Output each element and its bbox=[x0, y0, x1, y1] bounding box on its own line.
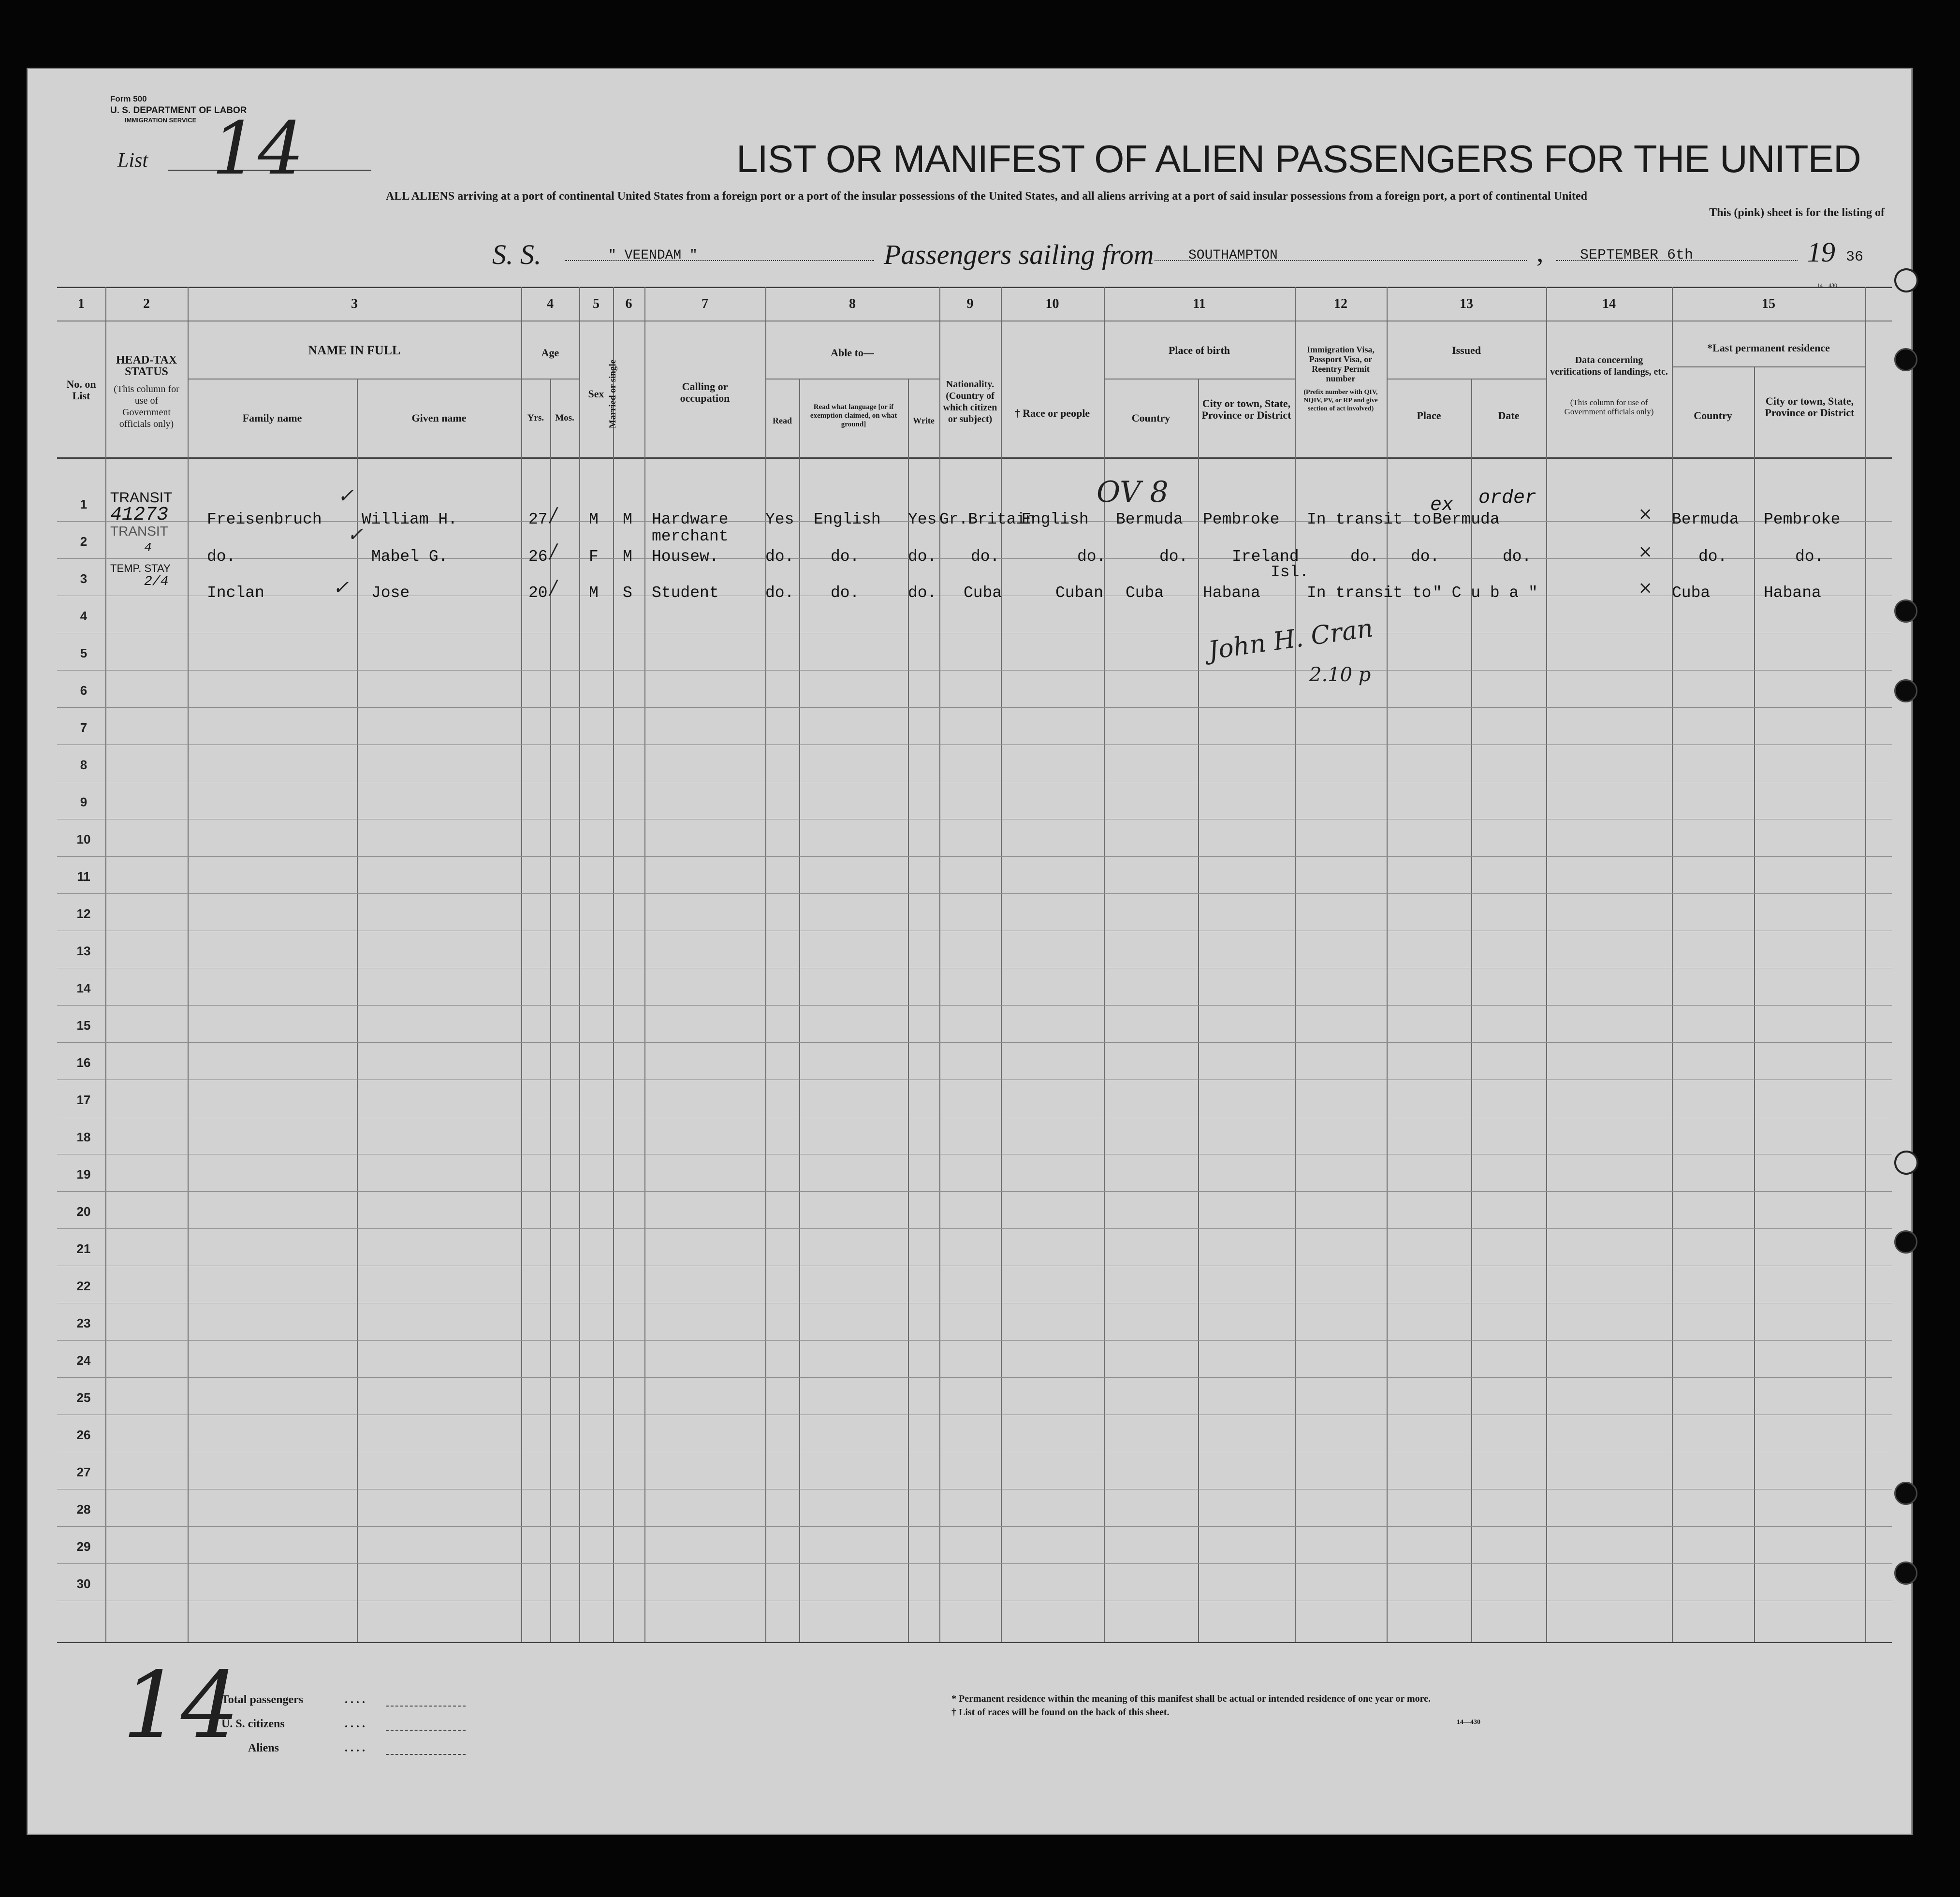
row-number: 5 bbox=[80, 646, 88, 660]
row-line bbox=[57, 1563, 1892, 1564]
row2-nationality: do. bbox=[971, 548, 1000, 566]
form-number: Form 500 bbox=[110, 94, 147, 103]
hdr-nationality: Nationality. (Country of which citizen or subject) bbox=[943, 379, 997, 424]
row3-language: do. bbox=[831, 584, 860, 602]
table-top-border bbox=[57, 287, 1892, 288]
hdr-married: Married or single bbox=[608, 359, 618, 429]
colnum: 10 bbox=[1045, 296, 1059, 311]
row-number: 7 bbox=[80, 720, 88, 735]
col-line bbox=[939, 287, 940, 1642]
row2-res-country: do. bbox=[1698, 548, 1727, 566]
col-line bbox=[908, 379, 909, 1642]
port-name: SOUTHAMPTON bbox=[1188, 248, 1278, 263]
hdr-pob-city: City or town, State, Province or District bbox=[1201, 397, 1291, 421]
row2-write: do. bbox=[908, 548, 937, 566]
row-number: 30 bbox=[76, 1576, 91, 1591]
row2-yrs: 26 bbox=[528, 548, 548, 566]
row2-given: Mabel G. bbox=[371, 548, 448, 566]
col-line bbox=[1546, 287, 1547, 1642]
row2-res-city: do. bbox=[1795, 548, 1824, 566]
row2-birth-country: do. bbox=[1159, 548, 1188, 566]
row-line bbox=[57, 1042, 1892, 1043]
col-line bbox=[357, 379, 358, 1642]
row-number: 3 bbox=[80, 571, 88, 586]
footer-code: 14—430 bbox=[1457, 1719, 1480, 1726]
row3-given: Jose bbox=[371, 584, 410, 602]
hdr-age: Age bbox=[541, 347, 559, 359]
hdr-read: Read bbox=[773, 416, 792, 425]
row1-nationality: Gr.Britain bbox=[939, 511, 1036, 528]
hdr-res-country: Country bbox=[1694, 409, 1732, 422]
row3-sex: M bbox=[589, 584, 599, 602]
row-line bbox=[57, 856, 1892, 857]
service: IMMIGRATION SERVICE bbox=[125, 117, 197, 124]
row2-issued-date: do. bbox=[1503, 548, 1532, 566]
x-mark: × bbox=[1638, 504, 1653, 524]
row1-read: Yes bbox=[765, 511, 794, 528]
col-line bbox=[188, 287, 189, 1642]
row1-issued-place: Bermuda bbox=[1433, 511, 1500, 528]
hdr-issued: Issued bbox=[1452, 344, 1481, 356]
row2-headtax-hw: 4 bbox=[144, 540, 152, 555]
check-mark: ✓ bbox=[337, 485, 354, 507]
hdr-write: Write bbox=[913, 416, 935, 425]
row-line bbox=[57, 1005, 1892, 1006]
row2-married: M bbox=[623, 548, 632, 566]
row1-language: English bbox=[814, 511, 881, 528]
col-line bbox=[765, 287, 766, 1642]
check-mark: ✓ bbox=[347, 524, 364, 546]
row3-headtax: TEMP. STAY bbox=[110, 562, 171, 574]
row-number: 28 bbox=[76, 1502, 91, 1517]
row-number: 29 bbox=[76, 1539, 91, 1554]
colnum: 14 bbox=[1602, 296, 1616, 311]
col-line bbox=[521, 287, 522, 1642]
hdr-sex: Sex bbox=[588, 388, 604, 400]
corner-code: 14—430 bbox=[1817, 282, 1837, 289]
row-number: 1 bbox=[80, 497, 88, 511]
footer-list-number: 14 bbox=[122, 1652, 239, 1759]
hdr-no-on-list: No. on List bbox=[66, 378, 96, 402]
res-sub-line bbox=[1672, 366, 1865, 367]
row1-res-city: Pembroke bbox=[1764, 511, 1841, 528]
row-number: 23 bbox=[76, 1316, 91, 1330]
colnum: 2 bbox=[143, 296, 150, 311]
row-number: 13 bbox=[76, 944, 91, 958]
row3-birth-city: Habana bbox=[1203, 584, 1260, 602]
footer-dots: . . . . bbox=[345, 1742, 365, 1754]
row-number: 11 bbox=[77, 869, 90, 884]
hdr-family-name: Family name bbox=[242, 412, 302, 424]
col-line bbox=[1387, 287, 1388, 1642]
row-number: 8 bbox=[80, 758, 88, 772]
sailing-date: SEPTEMBER 6th bbox=[1580, 247, 1694, 263]
row3-yrs: 20 bbox=[528, 584, 548, 602]
colnum: 1 bbox=[78, 296, 85, 311]
hdr-race: † Race or people bbox=[1014, 407, 1090, 419]
col-line bbox=[550, 379, 551, 1642]
manifest-sheet bbox=[27, 68, 1913, 1835]
col-line bbox=[1754, 366, 1755, 1642]
signature: John H. Cran bbox=[1206, 613, 1375, 666]
row1-race: English bbox=[1022, 511, 1089, 528]
birth-handwriting: OV 8 bbox=[1097, 475, 1169, 509]
x-mark: × bbox=[1638, 542, 1653, 562]
footer-total-field[interactable] bbox=[386, 1706, 466, 1707]
row2-race: do. bbox=[1077, 548, 1106, 566]
footer-total-label: Total passengers bbox=[221, 1693, 304, 1706]
row2-birth-city2: Isl. bbox=[1271, 563, 1309, 581]
row-number: 14 bbox=[76, 981, 91, 995]
footer-aliens-field[interactable] bbox=[386, 1754, 466, 1755]
row1-headtax-hw: 41273 bbox=[110, 504, 169, 526]
col-line bbox=[799, 379, 800, 1642]
row1-occupation: Hardware bbox=[652, 511, 729, 528]
row3-res-city: Habana bbox=[1764, 584, 1821, 602]
row-number: 10 bbox=[76, 832, 91, 846]
hdr-issued-date: Date bbox=[1498, 409, 1520, 422]
col-line bbox=[1295, 287, 1296, 1642]
row-number: 24 bbox=[76, 1353, 91, 1368]
binder-hole bbox=[1894, 679, 1917, 702]
row-line bbox=[57, 1228, 1892, 1229]
hdr-pob-country: Country bbox=[1131, 412, 1170, 424]
row1-issued-hw: order bbox=[1478, 487, 1537, 509]
footer-aliens-label: Aliens bbox=[248, 1742, 279, 1754]
row1-birth-city: Pembroke bbox=[1203, 511, 1280, 528]
row1-birth-country: Bermuda bbox=[1116, 511, 1183, 528]
hdr-last-residence: *Last permanent residence bbox=[1707, 342, 1830, 354]
hdr-visa: Immigration Visa, Passport Visa, or Reentry Permit number bbox=[1306, 345, 1375, 383]
hdr-issued-place: Place bbox=[1417, 409, 1441, 422]
sailing-label: Passengers sailing from bbox=[884, 239, 1154, 270]
list-number: 14 bbox=[212, 107, 304, 191]
ship-name: " VEENDAM " bbox=[608, 248, 698, 263]
row2-visa: do. bbox=[1350, 548, 1379, 566]
colnum: 6 bbox=[625, 296, 632, 311]
row-number: 19 bbox=[76, 1167, 91, 1182]
row3-nationality: Cuba bbox=[964, 584, 1002, 602]
binder-hole bbox=[1894, 1482, 1917, 1505]
hdr-landings-note: (This column for use of Government officials only) bbox=[1564, 398, 1654, 416]
ss-label: S. S. bbox=[492, 239, 541, 270]
hdr-head-tax: HEAD-TAX STATUS bbox=[116, 354, 177, 378]
row-line bbox=[57, 1191, 1892, 1192]
col-line bbox=[1672, 287, 1673, 1642]
footer-dots: . . . . bbox=[345, 1693, 365, 1706]
row-number: 2 bbox=[80, 534, 88, 549]
row1-family: Freisenbruch bbox=[207, 511, 322, 528]
col-line bbox=[1198, 379, 1199, 1642]
row3-visa: In transit to bbox=[1307, 584, 1432, 602]
row-line bbox=[57, 670, 1892, 671]
tick-mark: / bbox=[550, 540, 557, 563]
tick-mark: / bbox=[550, 577, 557, 599]
colnum: 3 bbox=[351, 296, 358, 311]
colnum: 12 bbox=[1334, 296, 1347, 311]
row3-read: do. bbox=[765, 584, 794, 602]
header-bottom-line bbox=[57, 457, 1892, 459]
footer-dots: . . . . bbox=[345, 1718, 365, 1730]
row-number: 15 bbox=[76, 1018, 91, 1033]
row2-family: do. bbox=[207, 548, 236, 566]
binder-hole bbox=[1894, 1561, 1917, 1585]
row-line bbox=[57, 1377, 1892, 1378]
col-line bbox=[1001, 287, 1002, 1642]
binder-hole bbox=[1894, 268, 1918, 292]
row-number: 20 bbox=[76, 1204, 91, 1219]
row-number: 17 bbox=[76, 1093, 91, 1107]
row-number: 25 bbox=[76, 1390, 91, 1405]
department: U. S. DEPARTMENT OF LABOR bbox=[110, 105, 247, 116]
colnum: 9 bbox=[966, 296, 974, 311]
col-line bbox=[105, 287, 106, 1642]
row-number: 9 bbox=[80, 795, 88, 809]
colnum: 8 bbox=[849, 296, 856, 311]
row3-issued-place: " C u b a " bbox=[1433, 584, 1538, 602]
hdr-head-tax-note: (This column for use of Government officials only) bbox=[114, 384, 179, 429]
row-line bbox=[57, 744, 1892, 745]
row-number: 22 bbox=[76, 1279, 91, 1293]
row1-write: Yes bbox=[908, 511, 937, 528]
row-line bbox=[57, 1340, 1892, 1341]
hdr-read-language: Read what language [or if exemption claimed, on what ground] bbox=[810, 403, 897, 428]
colnum: 5 bbox=[593, 296, 600, 311]
binder-hole bbox=[1894, 1151, 1918, 1175]
binder-hole bbox=[1894, 599, 1917, 623]
subtitle-line2: This (pink) sheet is for the listing of bbox=[1709, 206, 1885, 219]
row-number: 16 bbox=[76, 1055, 91, 1070]
row1-visa-hw: ex bbox=[1430, 495, 1454, 516]
row-line bbox=[57, 893, 1892, 894]
colnum: 15 bbox=[1762, 296, 1775, 311]
hdr-yrs: Yrs. bbox=[527, 413, 544, 423]
row3-occupation: Student bbox=[652, 584, 719, 602]
footer-note-residence: * Permanent residence within the meaning of this manifest shall be actual or intended residence of one year or more. bbox=[951, 1693, 1431, 1704]
row3-birth-country: Cuba bbox=[1126, 584, 1164, 602]
hdr-landings: Data concerning verifications of landings, etc. bbox=[1550, 355, 1668, 377]
hdr-mos: Mos. bbox=[555, 413, 574, 423]
row2-occupation: Housew. bbox=[652, 548, 719, 566]
row2-language: do. bbox=[831, 548, 860, 566]
colnum: 7 bbox=[702, 296, 708, 311]
col-line bbox=[644, 287, 645, 1642]
col-line bbox=[1865, 287, 1866, 1642]
x-mark: × bbox=[1638, 578, 1653, 598]
row1-res-country: Bermuda bbox=[1672, 511, 1739, 528]
list-label: List bbox=[117, 149, 148, 172]
hdr-visa-note: (Prefix number with QIV, NQIV, PV, or RP and give section of act involved) bbox=[1303, 389, 1378, 412]
table-bottom-border bbox=[57, 1642, 1892, 1643]
binder-hole bbox=[1894, 1230, 1917, 1254]
col-line bbox=[579, 287, 580, 1642]
hdr-place-of-birth: Place of birth bbox=[1168, 344, 1230, 356]
colnum: 11 bbox=[1193, 296, 1206, 311]
row1-yrs: 27 bbox=[528, 511, 548, 528]
hdr-able-to: Able to— bbox=[831, 347, 874, 359]
row3-res-country: Cuba bbox=[1672, 584, 1711, 602]
row3-headtax-hw: 2/4 bbox=[144, 574, 169, 589]
row2-headtax: TRANSIT bbox=[110, 524, 168, 539]
row-number: 12 bbox=[76, 906, 91, 921]
row3-family: Inclan bbox=[207, 584, 264, 602]
col-line bbox=[1471, 379, 1472, 1642]
row1-given: William H. bbox=[362, 511, 458, 528]
colnum: 13 bbox=[1460, 296, 1473, 311]
footer-citizens-label: U. S. citizens bbox=[221, 1718, 285, 1730]
row3-race: Cuban bbox=[1055, 584, 1104, 602]
row1-visa: In transit to bbox=[1307, 511, 1432, 528]
signature-note: 2.10 p bbox=[1309, 664, 1371, 686]
check-mark: ✓ bbox=[333, 577, 349, 599]
year-prefix: 19 bbox=[1807, 236, 1835, 268]
tick-mark: / bbox=[550, 504, 557, 526]
row-number: 4 bbox=[80, 609, 88, 623]
hdr-res-city: City or town, State, Province or District bbox=[1765, 395, 1855, 419]
hdr-calling: Calling or occupation bbox=[680, 380, 730, 404]
row2-issued-place: do. bbox=[1411, 548, 1440, 566]
row-line bbox=[57, 707, 1892, 708]
year-suffix: 36 bbox=[1846, 249, 1864, 265]
row1-headtax: TRANSIT bbox=[110, 490, 173, 506]
row-number: 18 bbox=[76, 1130, 91, 1144]
footer-note-races: † List of races will be found on the back of this sheet. bbox=[951, 1707, 1170, 1718]
row2-sex: F bbox=[589, 548, 599, 566]
row1-married: M bbox=[623, 511, 632, 528]
row1-sex: M bbox=[589, 511, 599, 528]
page-title: LIST OR MANIFEST OF ALIEN PASSENGERS FOR THE UNITED bbox=[736, 137, 1861, 180]
row2-read: do. bbox=[765, 548, 794, 566]
hdr-name-in-full: NAME IN FULL bbox=[308, 343, 401, 357]
row3-write: do. bbox=[908, 584, 937, 602]
row-number: 6 bbox=[80, 683, 88, 698]
row-line bbox=[57, 1526, 1892, 1527]
row1-occupation2: merchant bbox=[652, 527, 729, 545]
binder-hole bbox=[1894, 348, 1917, 371]
footer-citizens-field[interactable] bbox=[386, 1730, 466, 1731]
colnum: 4 bbox=[547, 296, 554, 311]
subtitle-line1: ALL ALIENS arriving at a port of continental United States from a foreign port or a port of the insular possessions of the United States, and all aliens arriving at a port of said insular possessions from a foreign port, a port of continental United bbox=[386, 190, 1587, 203]
row-number: 27 bbox=[76, 1465, 91, 1479]
col-line bbox=[613, 287, 614, 1642]
row2-birth-city: Ireland bbox=[1232, 548, 1299, 566]
row-number: 21 bbox=[76, 1241, 91, 1256]
row3-married: S bbox=[623, 584, 632, 602]
comma: , bbox=[1536, 236, 1544, 268]
row-number: 26 bbox=[76, 1428, 91, 1442]
hdr-given-name: Given name bbox=[411, 412, 467, 424]
